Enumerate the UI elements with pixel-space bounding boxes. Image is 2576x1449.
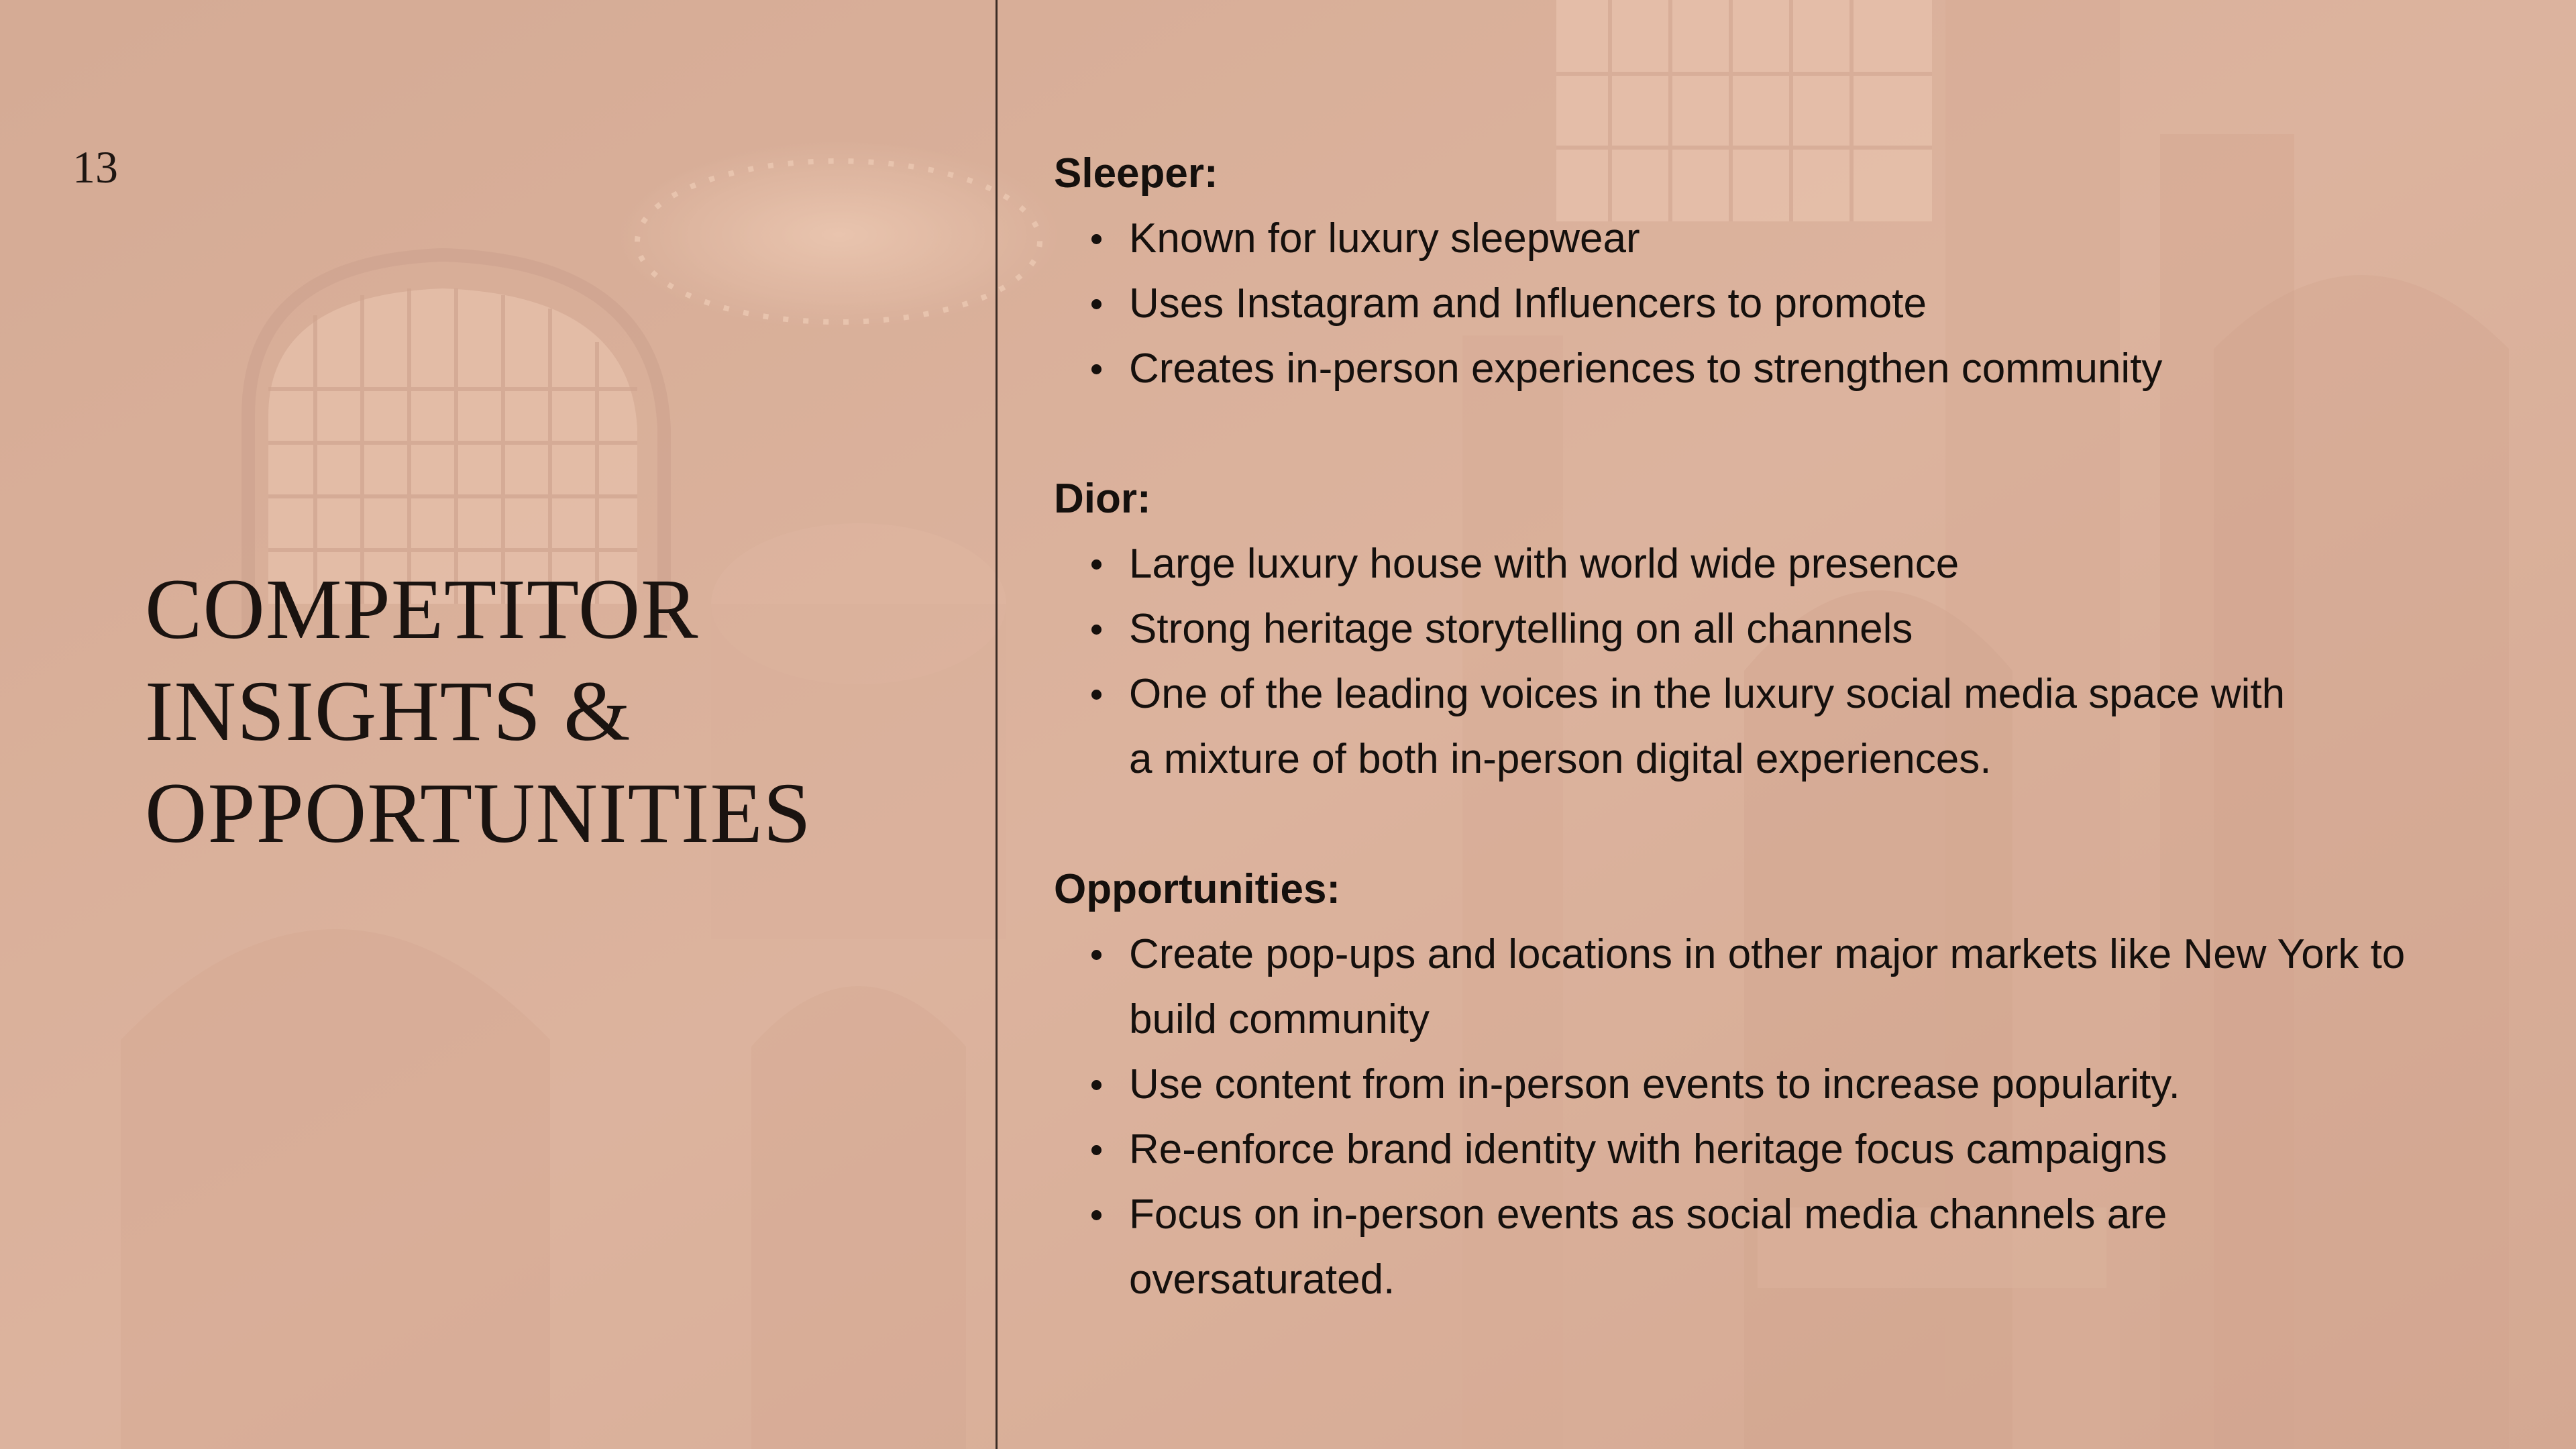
section-opportunities xyxy=(1054,857,2406,1312)
list-item xyxy=(1054,1117,2396,1182)
list-item-text: Creates in-person experiences to strengthen community xyxy=(1129,345,2163,392)
list-item xyxy=(1054,1182,2310,1312)
list-item xyxy=(1054,596,2396,661)
list-item-text: One of the leading voices in the luxury social media space with a mixture of both in-person digital experiences. xyxy=(1129,671,2286,782)
bullet-icon xyxy=(1091,299,1102,309)
page-number: 13 xyxy=(72,142,118,193)
list-item xyxy=(1054,531,2396,596)
list-item xyxy=(1054,336,2396,401)
list-item xyxy=(1054,271,2396,336)
bullet-icon xyxy=(1091,364,1102,374)
bullet-list xyxy=(1054,206,2396,401)
list-item xyxy=(1054,661,2310,792)
bullet-icon xyxy=(1091,234,1102,244)
bullet-icon xyxy=(1091,1210,1102,1220)
bullet-icon xyxy=(1091,950,1102,960)
section-heading: Opportunities: xyxy=(1054,866,1341,912)
bullet-list xyxy=(1054,922,2406,1312)
content-body xyxy=(1054,141,2406,1377)
title-line: OPPORTUNITIES xyxy=(145,765,812,861)
bullet-icon xyxy=(1091,559,1102,570)
section-heading: Dior: xyxy=(1054,476,1151,522)
section-sleeper xyxy=(1054,141,2396,401)
slide-title xyxy=(145,558,812,864)
list-item-text: Use content from in-person events to increase popularity. xyxy=(1129,1061,2180,1108)
list-item xyxy=(1054,1052,2396,1117)
bullet-icon xyxy=(1091,625,1102,635)
list-item xyxy=(1054,922,2444,1052)
title-line: INSIGHTS & xyxy=(145,663,631,759)
list-item-text: Focus on in-person events as social media channels are oversaturated. xyxy=(1129,1191,2167,1303)
vertical-divider xyxy=(996,0,998,1449)
section-heading: Sleeper: xyxy=(1054,150,1218,197)
bullet-icon xyxy=(1091,1080,1102,1090)
title-line: COMPETITOR xyxy=(145,561,699,657)
list-item-text: Known for luxury sleepwear xyxy=(1129,215,1640,262)
list-item-text: Large luxury house with world wide presence xyxy=(1129,541,1960,587)
bullet-list xyxy=(1054,531,2396,792)
list-item xyxy=(1054,206,2396,271)
list-item-text: Strong heritage storytelling on all channels xyxy=(1129,606,1913,652)
bullet-icon xyxy=(1091,1145,1102,1155)
section-dior xyxy=(1054,466,2396,792)
list-item-text: Uses Instagram and Influencers to promote xyxy=(1129,280,1927,327)
list-item-text: Create pop-ups and locations in other major markets like New York to build community xyxy=(1129,931,2406,1042)
list-item-text: Re-enforce brand identity with heritage focus campaigns xyxy=(1129,1126,2167,1173)
bullet-icon xyxy=(1091,690,1102,700)
